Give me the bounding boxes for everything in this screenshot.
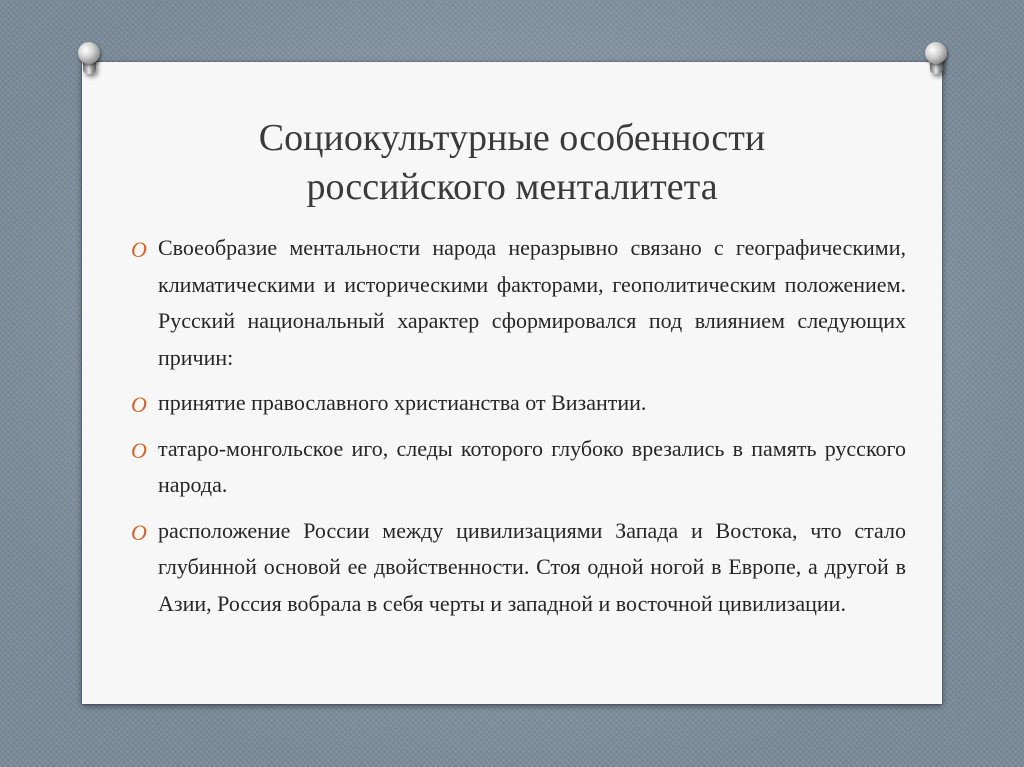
bullet-item [131, 385, 906, 422]
bullet-marker-icon: O [131, 237, 147, 262]
slide-title [82, 114, 942, 212]
pushpin-head [925, 42, 947, 64]
bullet-item [131, 513, 906, 623]
bullet-item [131, 230, 906, 376]
bullet-text: расположение России между цивилизациями Запада и Востока, что стало глубинной основой ее двойственности. Стоя одной ногой в Европе, а другой в Азии, Россия вобрала в себя черты и западной и восточной цивилизации. [158, 517, 906, 616]
bullet-marker-icon: O [131, 437, 147, 463]
slide-title-line-1: Социокультурные особенности [258, 117, 766, 159]
slide-card [82, 62, 942, 704]
bullet-text: принятие православного христианства от Византии. [158, 390, 647, 415]
bullet-text: Своеобразие ментальности народа неразрывно связано с географическими, климатическими и историческими факторами, геополитическим положением. Русский национальный характер сформировался под влиянием следующих причин: [158, 235, 906, 370]
bullet-text: татаро-монгольское иго, следы которого глубоко врезались в память русского народа. [158, 435, 906, 497]
slide-title-line-2: российского менталитета [306, 166, 718, 208]
bullet-marker-icon: O [131, 392, 147, 417]
bullet-marker-icon: O [131, 519, 147, 545]
pushpin-icon [78, 42, 100, 76]
pushpin-icon [925, 42, 947, 76]
bullet-item [131, 431, 906, 504]
bullet-list [131, 230, 906, 631]
pushpin-head [78, 42, 100, 64]
